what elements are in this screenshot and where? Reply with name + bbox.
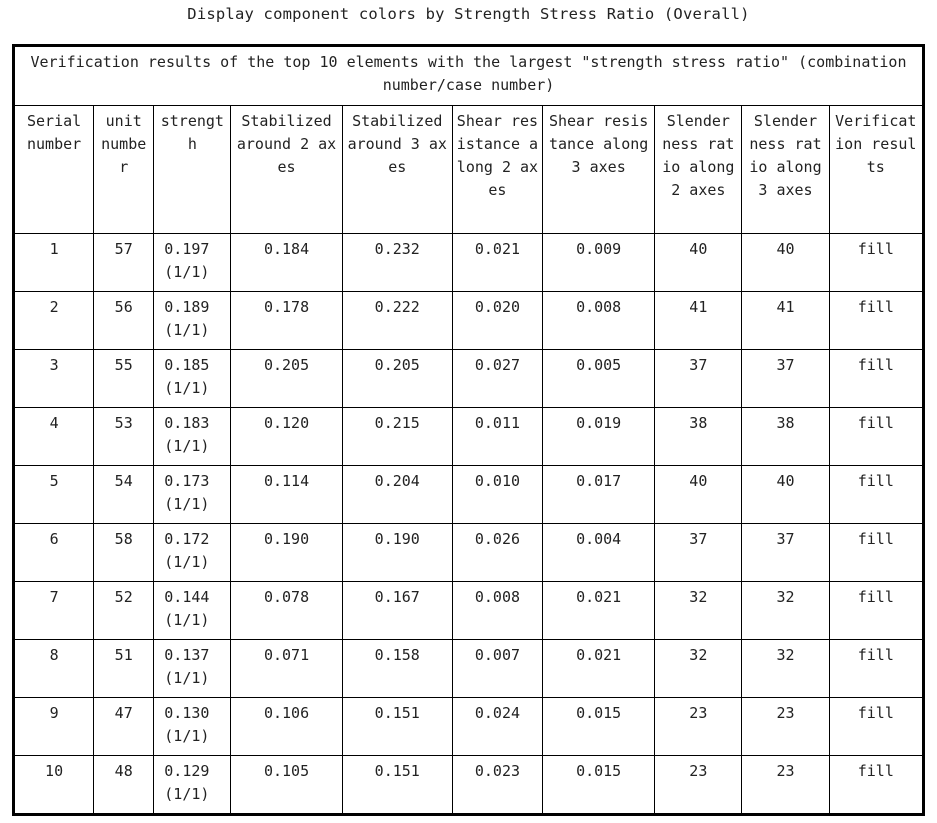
slenderness-2-axes-cell: 32 [655, 582, 742, 640]
verification-result-cell: fill [829, 292, 923, 350]
unit-number-cell: 54 [94, 466, 154, 524]
shear-2-axes-cell: 0.027 [452, 350, 542, 408]
slenderness-2-axes-cell: 23 [655, 698, 742, 756]
stabilized-2-axes-cell: 0.105 [231, 756, 342, 815]
stabilized-2-axes-cell: 0.120 [231, 408, 342, 466]
stabilized-2-axes-cell: 0.178 [231, 292, 342, 350]
verification-result-cell: fill [829, 350, 923, 408]
verification-result-cell: fill [829, 640, 923, 698]
header-slenderness-2-axes: Slender ness ratio along 2 axes [655, 106, 742, 234]
table-row [14, 524, 924, 582]
header-slenderness-3-axes: Slender ness ratio along 3 axes [742, 106, 829, 234]
header-shear-3-axes: Shear resistance along 3 axes [543, 106, 655, 234]
unit-number-cell: 48 [94, 756, 154, 815]
slenderness-2-axes-cell: 23 [655, 756, 742, 815]
stabilized-3-axes-cell: 0.232 [342, 234, 452, 292]
shear-2-axes-cell: 0.011 [452, 408, 542, 466]
stabilized-2-axes-cell: 0.106 [231, 698, 342, 756]
slenderness-2-axes-cell: 38 [655, 408, 742, 466]
serial-number-cell: 9 [14, 698, 94, 756]
strength-cell: 0.185(1/1) [154, 350, 231, 408]
verification-result-cell: fill [829, 756, 923, 815]
table-row [14, 292, 924, 350]
strength-cell: 0.129(1/1) [154, 756, 231, 815]
strength-cell: 0.137(1/1) [154, 640, 231, 698]
header-shear-2-axes: Shear resistance along 2 axes [452, 106, 542, 234]
shear-3-axes-cell: 0.019 [543, 408, 655, 466]
stabilized-2-axes-cell: 0.184 [231, 234, 342, 292]
serial-number-cell: 1 [14, 234, 94, 292]
shear-2-axes-cell: 0.010 [452, 466, 542, 524]
strength-cell: 0.183(1/1) [154, 408, 231, 466]
unit-number-cell: 57 [94, 234, 154, 292]
shear-2-axes-cell: 0.020 [452, 292, 542, 350]
strength-cell: 0.197(1/1) [154, 234, 231, 292]
stabilized-3-axes-cell: 0.151 [342, 756, 452, 815]
shear-2-axes-cell: 0.008 [452, 582, 542, 640]
slenderness-2-axes-cell: 41 [655, 292, 742, 350]
unit-number-cell: 47 [94, 698, 154, 756]
stabilized-3-axes-cell: 0.158 [342, 640, 452, 698]
header-strength: strength [154, 106, 231, 234]
slenderness-2-axes-cell: 37 [655, 524, 742, 582]
stabilized-3-axes-cell: 0.205 [342, 350, 452, 408]
slenderness-3-axes-cell: 40 [742, 466, 829, 524]
slenderness-2-axes-cell: 40 [655, 234, 742, 292]
slenderness-3-axes-cell: 38 [742, 408, 829, 466]
serial-number-cell: 8 [14, 640, 94, 698]
slenderness-3-axes-cell: 32 [742, 582, 829, 640]
verification-result-cell: fill [829, 234, 923, 292]
strength-cell: 0.144(1/1) [154, 582, 231, 640]
shear-2-axes-cell: 0.021 [452, 234, 542, 292]
strength-cell: 0.189(1/1) [154, 292, 231, 350]
stabilized-3-axes-cell: 0.204 [342, 466, 452, 524]
caption-row [14, 46, 924, 106]
unit-number-cell: 51 [94, 640, 154, 698]
strength-cell: 0.130(1/1) [154, 698, 231, 756]
shear-2-axes-cell: 0.024 [452, 698, 542, 756]
slenderness-3-axes-cell: 37 [742, 350, 829, 408]
stabilized-3-axes-cell: 0.151 [342, 698, 452, 756]
serial-number-cell: 10 [14, 756, 94, 815]
shear-3-axes-cell: 0.005 [543, 350, 655, 408]
table-row [14, 582, 924, 640]
slenderness-2-axes-cell: 40 [655, 466, 742, 524]
table-row [14, 350, 924, 408]
table-body [14, 234, 924, 815]
stabilized-3-axes-cell: 0.167 [342, 582, 452, 640]
stabilized-2-axes-cell: 0.071 [231, 640, 342, 698]
verification-result-cell: fill [829, 582, 923, 640]
table-row [14, 466, 924, 524]
slenderness-3-axes-cell: 40 [742, 234, 829, 292]
slenderness-2-axes-cell: 37 [655, 350, 742, 408]
shear-3-axes-cell: 0.021 [543, 640, 655, 698]
shear-3-axes-cell: 0.004 [543, 524, 655, 582]
table-row [14, 234, 924, 292]
table-row [14, 640, 924, 698]
slenderness-2-axes-cell: 32 [655, 640, 742, 698]
verification-result-cell: fill [829, 698, 923, 756]
unit-number-cell: 56 [94, 292, 154, 350]
serial-number-cell: 5 [14, 466, 94, 524]
verification-result-cell: fill [829, 466, 923, 524]
shear-3-axes-cell: 0.017 [543, 466, 655, 524]
stabilized-2-axes-cell: 0.190 [231, 524, 342, 582]
slenderness-3-axes-cell: 32 [742, 640, 829, 698]
unit-number-cell: 55 [94, 350, 154, 408]
slenderness-3-axes-cell: 23 [742, 756, 829, 815]
header-serial-number: Serial number [14, 106, 94, 234]
unit-number-cell: 58 [94, 524, 154, 582]
serial-number-cell: 6 [14, 524, 94, 582]
slenderness-3-axes-cell: 41 [742, 292, 829, 350]
shear-3-axes-cell: 0.015 [543, 756, 655, 815]
stabilized-3-axes-cell: 0.222 [342, 292, 452, 350]
table-caption: Verification results of the top 10 elements with the largest "strength stress ratio" (combination number/case number) [14, 46, 924, 106]
header-stabilized-2-axes: Stabilized around 2 axes [231, 106, 342, 234]
stabilized-2-axes-cell: 0.078 [231, 582, 342, 640]
table-row [14, 698, 924, 756]
unit-number-cell: 52 [94, 582, 154, 640]
serial-number-cell: 2 [14, 292, 94, 350]
serial-number-cell: 3 [14, 350, 94, 408]
stabilized-2-axes-cell: 0.205 [231, 350, 342, 408]
stabilized-2-axes-cell: 0.114 [231, 466, 342, 524]
verification-result-cell: fill [829, 524, 923, 582]
strength-cell: 0.173(1/1) [154, 466, 231, 524]
verification-result-cell: fill [829, 408, 923, 466]
shear-3-axes-cell: 0.008 [543, 292, 655, 350]
shear-2-axes-cell: 0.007 [452, 640, 542, 698]
shear-3-axes-cell: 0.009 [543, 234, 655, 292]
shear-3-axes-cell: 0.015 [543, 698, 655, 756]
shear-2-axes-cell: 0.023 [452, 756, 542, 815]
table-row [14, 408, 924, 466]
serial-number-cell: 7 [14, 582, 94, 640]
shear-3-axes-cell: 0.021 [543, 582, 655, 640]
strength-cell: 0.172(1/1) [154, 524, 231, 582]
serial-number-cell: 4 [14, 408, 94, 466]
stabilized-3-axes-cell: 0.215 [342, 408, 452, 466]
stabilized-3-axes-cell: 0.190 [342, 524, 452, 582]
slenderness-3-axes-cell: 37 [742, 524, 829, 582]
header-stabilized-3-axes: Stabilized around 3 axes [342, 106, 452, 234]
header-row [14, 106, 924, 234]
results-table [12, 44, 925, 816]
header-verification-results: Verification results [829, 106, 923, 234]
unit-number-cell: 53 [94, 408, 154, 466]
header-unit-number: unit number [94, 106, 154, 234]
shear-2-axes-cell: 0.026 [452, 524, 542, 582]
slenderness-3-axes-cell: 23 [742, 698, 829, 756]
table-row [14, 756, 924, 815]
page-title: Display component colors by Strength Stress Ratio (Overall) [187, 5, 750, 23]
